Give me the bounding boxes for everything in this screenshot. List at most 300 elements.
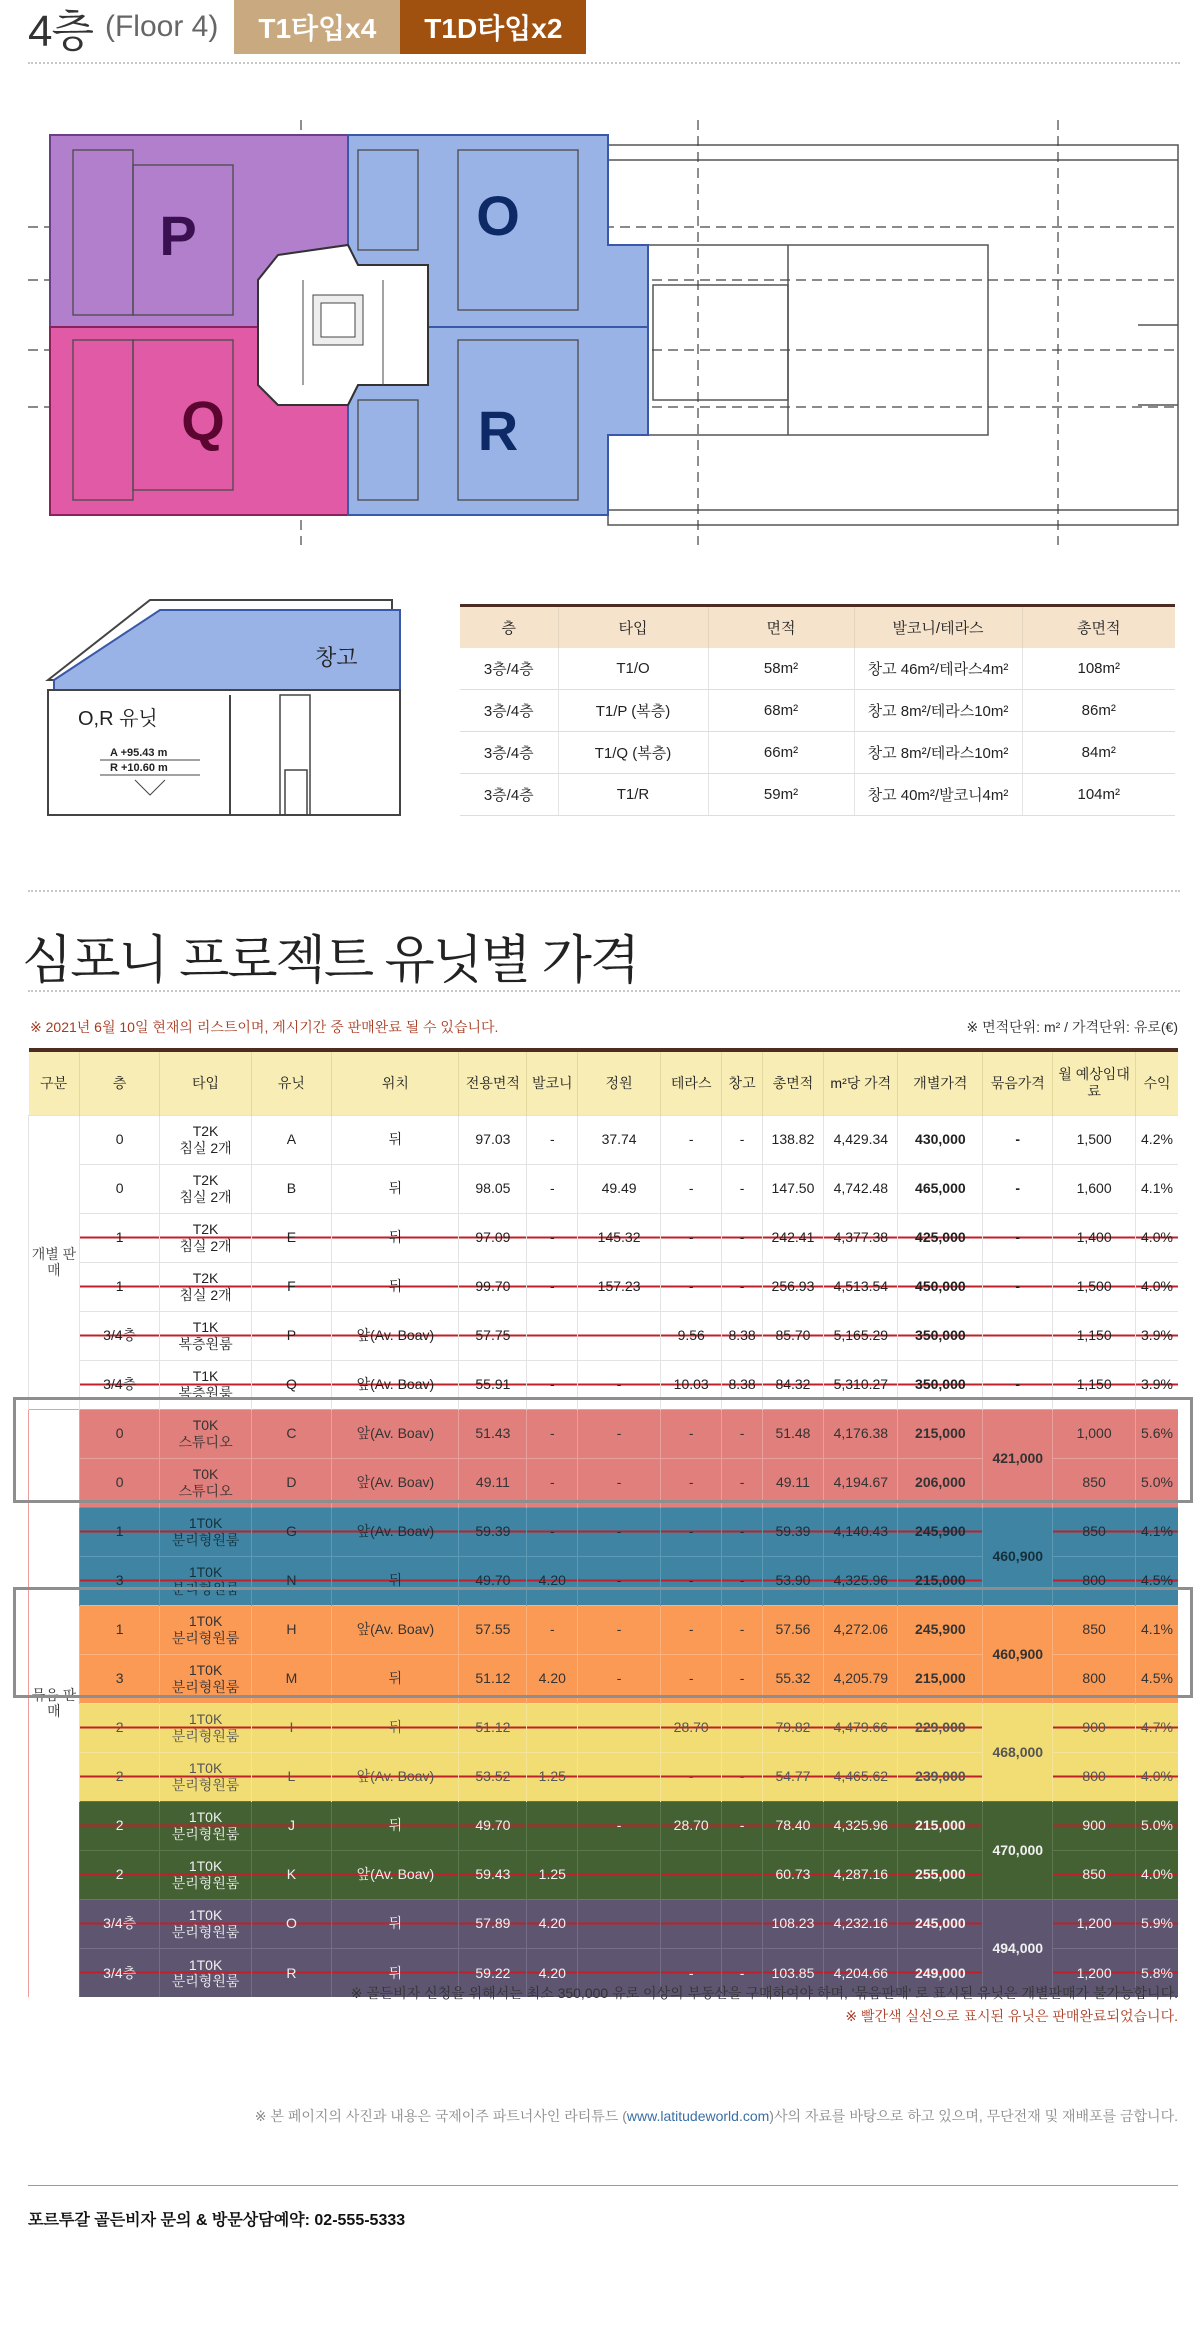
- price-cell: 2: [79, 1752, 160, 1801]
- price-cell: 206,000: [898, 1458, 983, 1507]
- price-cell: 350,000: [898, 1311, 983, 1360]
- price-cell: 4.20: [527, 1899, 578, 1948]
- price-cell: -: [660, 1409, 722, 1458]
- price-cell: 465,000: [898, 1164, 983, 1213]
- price-header-cell: 유닛: [251, 1050, 332, 1115]
- price-cell: 55.91: [459, 1360, 527, 1409]
- header-divider: [28, 62, 1180, 64]
- price-cell: 49.11: [762, 1458, 824, 1507]
- list-date-note: ※ 2021년 6월 10일 현재의 리스트이며, 게시기간 중 판매완료 될 수 있습니다.: [30, 1019, 499, 1035]
- price-cell: [578, 1850, 661, 1899]
- price-cell: 3: [79, 1654, 160, 1703]
- price-cell: 앞(Av. Boav): [332, 1507, 459, 1556]
- price-cell: 430,000: [898, 1115, 983, 1164]
- price-row: [29, 1115, 1179, 1164]
- price-cell: -: [527, 1164, 578, 1213]
- price-cell: 1T0K 분리형원룸: [160, 1850, 251, 1899]
- price-cell: T2K 침실 2개: [160, 1262, 251, 1311]
- price-row: [29, 1213, 1179, 1262]
- mini-header-cell: 총면적: [1022, 606, 1175, 648]
- price-row: [29, 1360, 1179, 1409]
- price-cell: C: [251, 1409, 332, 1458]
- price-cell: 49.11: [459, 1458, 527, 1507]
- price-cell: 1: [79, 1507, 160, 1556]
- price-cell: -: [722, 1262, 762, 1311]
- mini-table-cell: T1/P (복층): [558, 690, 708, 732]
- price-cell: 57.89: [459, 1899, 527, 1948]
- mini-table-cell: 3층/4층: [460, 648, 558, 690]
- price-header-cell: 개별가격: [898, 1050, 983, 1115]
- price-cell: -: [983, 1213, 1053, 1262]
- unit-label-q: Q: [181, 389, 225, 452]
- price-cell: 108.23: [762, 1899, 824, 1948]
- price-cell: 800: [1053, 1752, 1136, 1801]
- price-cell: 4.0%: [1135, 1850, 1178, 1899]
- price-cell: N: [251, 1556, 332, 1605]
- price-cell: -: [722, 1605, 762, 1654]
- price-cell: [527, 1801, 578, 1850]
- price-cell: 3/4층: [79, 1899, 160, 1948]
- price-cell: [527, 1703, 578, 1752]
- price-cell: T0K 스튜디오: [160, 1458, 251, 1507]
- bundle-price-cell: 460,900: [983, 1507, 1053, 1605]
- price-cell: 4,176.38: [824, 1409, 898, 1458]
- price-cell: 5.0%: [1135, 1801, 1178, 1850]
- price-cell: -: [722, 1507, 762, 1556]
- price-cell: -: [722, 1409, 762, 1458]
- price-header-cell: 총면적: [762, 1050, 824, 1115]
- price-cell: 4.2%: [1135, 1115, 1178, 1164]
- mini-table-cell: 창고 8m²/테라스10m²: [854, 732, 1022, 774]
- price-cell: -: [722, 1164, 762, 1213]
- price-cell: [660, 1899, 722, 1948]
- price-cell: 뒤: [332, 1115, 459, 1164]
- price-cell: 78.40: [762, 1801, 824, 1850]
- footer-divider: [28, 2185, 1178, 2186]
- price-cell: [527, 1311, 578, 1360]
- price-cell: 850: [1053, 1605, 1136, 1654]
- price-cell: 85.70: [762, 1311, 824, 1360]
- price-cell: 9.56: [660, 1311, 722, 1360]
- mini-table-row: [460, 774, 1175, 816]
- price-cell: 900: [1053, 1703, 1136, 1752]
- price-row: [29, 1262, 1179, 1311]
- price-cell: G: [251, 1507, 332, 1556]
- price-cell: 2: [79, 1850, 160, 1899]
- price-cell: 51.48: [762, 1409, 824, 1458]
- price-cell: -: [722, 1556, 762, 1605]
- price-cell: -: [722, 1458, 762, 1507]
- price-cell: 59.43: [459, 1850, 527, 1899]
- price-cell: 4.7%: [1135, 1703, 1178, 1752]
- price-cell: -: [527, 1605, 578, 1654]
- price-cell: 5.9%: [1135, 1899, 1178, 1948]
- price-cell: T2K 침실 2개: [160, 1213, 251, 1262]
- price-cell: D: [251, 1458, 332, 1507]
- mini-table-cell: 창고 8m²/테라스10m²: [854, 690, 1022, 732]
- price-cell: -: [578, 1556, 661, 1605]
- contact-info: 포르투갈 골든비자 문의 & 방문상담예약: 02-555-5333: [28, 2212, 406, 2229]
- price-cell: [722, 1703, 762, 1752]
- price-cell: 57.75: [459, 1311, 527, 1360]
- price-cell: [578, 1752, 661, 1801]
- price-cell: 3.9%: [1135, 1311, 1178, 1360]
- price-cell: 10.03: [660, 1360, 722, 1409]
- unit-label-o: O: [476, 184, 520, 247]
- golden-visa-note: ※ 골든비자 신청을 위해서는 최소 350,000 유로 이상의 부동산을 구매하여야 하며, '묶음판매' 로 표시된 유닛은 개별판매가 불가능합니다.: [350, 1985, 1178, 2001]
- price-header-cell: 테라스: [660, 1050, 722, 1115]
- mini-table-cell: 68m²: [708, 690, 854, 732]
- unit-label-r: R: [477, 399, 519, 462]
- price-cell: 4,272.06: [824, 1605, 898, 1654]
- mini-table-cell: 84m²: [1022, 732, 1175, 774]
- price-cell: -: [722, 1752, 762, 1801]
- price-cell: 1T0K 분리형원룸: [160, 1703, 251, 1752]
- title-divider: [28, 990, 1180, 992]
- price-cell: -: [660, 1752, 722, 1801]
- price-cell: 79.82: [762, 1703, 824, 1752]
- price-cell: 뒤: [332, 1213, 459, 1262]
- bundle-price-cell: 470,000: [983, 1801, 1053, 1899]
- price-cell: 28.70: [660, 1703, 722, 1752]
- price-cell: 1: [79, 1262, 160, 1311]
- price-cell: 4.5%: [1135, 1556, 1178, 1605]
- price-cell: 249,000: [898, 1948, 983, 1997]
- price-cell: 1,600: [1053, 1164, 1136, 1213]
- price-cell: 4,325.96: [824, 1556, 898, 1605]
- price-cell: 4.1%: [1135, 1605, 1178, 1654]
- bundle-price-cell: 421,000: [983, 1409, 1053, 1507]
- price-cell: -: [527, 1213, 578, 1262]
- copyright-suffix: )사의 자료를 바탕으로 하고 있으며, 무단전재 및 재배포를 금합니다.: [769, 2108, 1178, 2124]
- price-row: [29, 1507, 1179, 1556]
- price-cell: 앞(Av. Boav): [332, 1311, 459, 1360]
- price-header-cell: 월 예상임대료: [1053, 1050, 1136, 1115]
- latitude-link[interactable]: www.latitudeworld.com: [626, 2108, 770, 2124]
- price-header-cell: 창고: [722, 1050, 762, 1115]
- price-cell: 55.32: [762, 1654, 824, 1703]
- price-table-wrapper: [28, 1048, 1178, 1997]
- mini-table-cell: 창고 40m²/발코니4m²: [854, 774, 1022, 816]
- price-cell: 256.93: [762, 1262, 824, 1311]
- section-drawing: [40, 570, 420, 820]
- price-cell: -: [527, 1360, 578, 1409]
- mini-table-row: [460, 648, 1175, 690]
- mini-table-cell: 104m²: [1022, 774, 1175, 816]
- price-cell: -: [527, 1507, 578, 1556]
- price-cell: 1T0K 분리형원룸: [160, 1801, 251, 1850]
- price-cell: 5.0%: [1135, 1458, 1178, 1507]
- price-cell: 2: [79, 1801, 160, 1850]
- price-cell: 51.12: [459, 1654, 527, 1703]
- price-cell: [983, 1311, 1053, 1360]
- floor-number: 4층: [28, 7, 93, 56]
- type-tag-t1: T1타입x4: [234, 0, 400, 54]
- price-cell: A: [251, 1115, 332, 1164]
- price-cell: 28.70: [660, 1801, 722, 1850]
- mini-table-cell: 66m²: [708, 732, 854, 774]
- type-tag-t1d: T1D타입x2: [400, 0, 586, 54]
- page-title: 심포니 프로젝트 유닛별 가격: [22, 932, 639, 990]
- price-cell: F: [251, 1262, 332, 1311]
- price-cell: 850: [1053, 1850, 1136, 1899]
- mini-table-header: [460, 606, 1175, 648]
- price-cell: 1,150: [1053, 1311, 1136, 1360]
- price-cell: [578, 1899, 661, 1948]
- price-table-header: [29, 1050, 1179, 1115]
- price-cell: -: [578, 1360, 661, 1409]
- price-cell: M: [251, 1654, 332, 1703]
- price-cell: 425,000: [898, 1213, 983, 1262]
- price-cell: 57.55: [459, 1605, 527, 1654]
- price-cell: -: [660, 1458, 722, 1507]
- copyright-prefix: ※ 본 페이지의 사진과 내용은 국제이주 파트너사인 라티튜드 (: [254, 2108, 627, 2124]
- price-cell: 350,000: [898, 1360, 983, 1409]
- price-row: [29, 1164, 1179, 1213]
- price-cell: 4,429.34: [824, 1115, 898, 1164]
- price-cell: J: [251, 1801, 332, 1850]
- price-header-cell: 정원: [578, 1050, 661, 1115]
- price-cell: 4.1%: [1135, 1164, 1178, 1213]
- price-cell: 49.70: [459, 1801, 527, 1850]
- level-r: R +10.60 m: [110, 762, 168, 774]
- price-row: [29, 1605, 1179, 1654]
- price-cell: 157.23: [578, 1262, 661, 1311]
- price-row: [29, 1311, 1179, 1360]
- price-cell: 850: [1053, 1507, 1136, 1556]
- price-cell: 4,205.79: [824, 1654, 898, 1703]
- price-cell: 3/4층: [79, 1948, 160, 1997]
- price-cell: 0: [79, 1458, 160, 1507]
- price-cell: 53.52: [459, 1752, 527, 1801]
- mini-table-cell: 58m²: [708, 648, 854, 690]
- price-cell: O: [251, 1899, 332, 1948]
- price-header-cell: m²당 가격: [824, 1050, 898, 1115]
- price-cell: 1: [79, 1213, 160, 1262]
- price-cell: 59.39: [459, 1507, 527, 1556]
- price-cell: I: [251, 1703, 332, 1752]
- price-cell: 앞(Av. Boav): [332, 1458, 459, 1507]
- floor-plan: [28, 105, 1180, 555]
- price-cell: [578, 1311, 661, 1360]
- unit-label-p: P: [159, 204, 197, 267]
- price-cell: 255,000: [898, 1850, 983, 1899]
- copyright-note: [255, 2106, 1178, 2126]
- mini-table-cell: 3층/4층: [460, 732, 558, 774]
- price-cell: 0: [79, 1164, 160, 1213]
- price-cell: -: [660, 1164, 722, 1213]
- price-cell: -: [660, 1556, 722, 1605]
- price-cell: -: [660, 1115, 722, 1164]
- price-cell: [722, 1899, 762, 1948]
- price-cell: -: [527, 1115, 578, 1164]
- price-cell: 49.70: [459, 1556, 527, 1605]
- mini-table-cell: T1/Q (복층): [558, 732, 708, 774]
- price-cell: 뒤: [332, 1899, 459, 1948]
- price-cell: 59.39: [762, 1507, 824, 1556]
- unit-area-table: [460, 604, 1175, 816]
- price-cell: 51.43: [459, 1409, 527, 1458]
- price-cell: 앞(Av. Boav): [332, 1605, 459, 1654]
- price-cell: 앞(Av. Boav): [332, 1752, 459, 1801]
- price-cell: 4,513.54: [824, 1262, 898, 1311]
- price-cell: -: [660, 1507, 722, 1556]
- price-cell: -: [660, 1213, 722, 1262]
- price-cell: 1T0K 분리형원룸: [160, 1899, 251, 1948]
- price-cell: Q: [251, 1360, 332, 1409]
- price-cell: 53.90: [762, 1556, 824, 1605]
- price-cell: 245,000: [898, 1899, 983, 1948]
- price-cell: 앞(Av. Boav): [332, 1360, 459, 1409]
- price-cell: 4,742.48: [824, 1164, 898, 1213]
- price-cell: 1.25: [527, 1752, 578, 1801]
- price-cell: -: [660, 1262, 722, 1311]
- price-cell: 4.20: [527, 1948, 578, 1997]
- price-cell: H: [251, 1605, 332, 1654]
- price-cell: 147.50: [762, 1164, 824, 1213]
- price-header-cell: 수익: [1135, 1050, 1178, 1115]
- price-cell: 239,000: [898, 1752, 983, 1801]
- mini-table-row: [460, 732, 1175, 774]
- bundle-price-cell: 494,000: [983, 1899, 1053, 1997]
- unit-note: ※ 면적단위: m² / 가격단위: 유로(€): [966, 1019, 1178, 1035]
- price-cell: -: [578, 1654, 661, 1703]
- price-header-cell: 전용면적: [459, 1050, 527, 1115]
- price-cell: 59.22: [459, 1948, 527, 1997]
- price-cell: 4.0%: [1135, 1213, 1178, 1262]
- mini-header-cell: 발코니/테라스: [854, 606, 1022, 648]
- price-cell: 2: [79, 1703, 160, 1752]
- price-cell: -: [722, 1948, 762, 1997]
- price-cell: 51.12: [459, 1703, 527, 1752]
- price-cell: -: [578, 1458, 661, 1507]
- price-cell: 5.8%: [1135, 1948, 1178, 1997]
- price-cell: [660, 1850, 722, 1899]
- price-cell: 1T0K 분리형원룸: [160, 1948, 251, 1997]
- price-cell: -: [983, 1262, 1053, 1311]
- price-cell: -: [527, 1409, 578, 1458]
- price-cell: T1K 복층원룸: [160, 1360, 251, 1409]
- price-cell: 97.09: [459, 1213, 527, 1262]
- price-cell: 뒤: [332, 1262, 459, 1311]
- section-divider: [28, 890, 1180, 892]
- price-cell: 4.20: [527, 1556, 578, 1605]
- mini-table-cell: 창고 46m²/테라스4m²: [854, 648, 1022, 690]
- price-cell: -: [722, 1654, 762, 1703]
- bundle-price-cell: 460,900: [983, 1605, 1053, 1703]
- price-cell: 145.32: [578, 1213, 661, 1262]
- price-cell: 900: [1053, 1801, 1136, 1850]
- price-header-cell: 묶음가격: [983, 1050, 1053, 1115]
- price-cell: -: [527, 1262, 578, 1311]
- price-cell: 뒤: [332, 1556, 459, 1605]
- price-cell: K: [251, 1850, 332, 1899]
- price-cell: [722, 1850, 762, 1899]
- price-cell: 215,000: [898, 1654, 983, 1703]
- price-cell: T1K 복층원룸: [160, 1311, 251, 1360]
- price-cell: -: [578, 1409, 661, 1458]
- price-cell: 3.9%: [1135, 1360, 1178, 1409]
- price-cell: 앞(Av. Boav): [332, 1850, 459, 1899]
- price-cell: R: [251, 1948, 332, 1997]
- price-cell: L: [251, 1752, 332, 1801]
- price-cell: 215,000: [898, 1801, 983, 1850]
- price-cell: 3/4층: [79, 1311, 160, 1360]
- price-cell: -: [722, 1801, 762, 1850]
- price-cell: T2K 침실 2개: [160, 1164, 251, 1213]
- price-cell: 1,200: [1053, 1948, 1136, 1997]
- price-cell: -: [578, 1605, 661, 1654]
- price-cell: -: [983, 1164, 1053, 1213]
- price-cell: 3/4층: [79, 1360, 160, 1409]
- mini-table-row: [460, 690, 1175, 732]
- price-cell: 1,150: [1053, 1360, 1136, 1409]
- price-cell: 57.56: [762, 1605, 824, 1654]
- price-cell: 4,194.67: [824, 1458, 898, 1507]
- price-row: [29, 1409, 1179, 1458]
- price-cell: 5,310.27: [824, 1360, 898, 1409]
- price-cell: 245,900: [898, 1507, 983, 1556]
- price-cell: 98.05: [459, 1164, 527, 1213]
- price-cell: 1,200: [1053, 1899, 1136, 1948]
- price-cell: 49.49: [578, 1164, 661, 1213]
- price-cell: [578, 1703, 661, 1752]
- price-cell: 215,000: [898, 1409, 983, 1458]
- price-cell: 4,325.96: [824, 1801, 898, 1850]
- price-cell: 뒤: [332, 1801, 459, 1850]
- price-cell: T2K 침실 2개: [160, 1115, 251, 1164]
- price-cell: -: [660, 1654, 722, 1703]
- price-cell: 3: [79, 1556, 160, 1605]
- price-cell: 60.73: [762, 1850, 824, 1899]
- price-cell: 4,287.16: [824, 1850, 898, 1899]
- price-cell: 138.82: [762, 1115, 824, 1164]
- floor-header: [28, 0, 586, 54]
- price-cell: 뒤: [332, 1948, 459, 1997]
- price-cell: P: [251, 1311, 332, 1360]
- price-cell: 4,465.62: [824, 1752, 898, 1801]
- price-row: [29, 1899, 1179, 1948]
- price-cell: 4.20: [527, 1654, 578, 1703]
- price-cell: -: [578, 1507, 661, 1556]
- price-cell: 뒤: [332, 1164, 459, 1213]
- price-cell: 800: [1053, 1556, 1136, 1605]
- price-header-cell: 위치: [332, 1050, 459, 1115]
- price-cell: -: [578, 1801, 661, 1850]
- price-cell: 450,000: [898, 1262, 983, 1311]
- mini-table-cell: 3층/4층: [460, 774, 558, 816]
- price-cell: 4,479.66: [824, 1703, 898, 1752]
- price-row: [29, 1801, 1179, 1850]
- price-cell: 뒤: [332, 1703, 459, 1752]
- price-cell: 4,140.43: [824, 1507, 898, 1556]
- price-cell: T0K 스튜디오: [160, 1409, 251, 1458]
- group-individual-label: 개별 판매: [29, 1115, 80, 1409]
- sold-note: ※ 빨간색 실선으로 표시된 유닛은 판매완료되었습니다.: [845, 2008, 1178, 2024]
- level-a: A +95.43 m: [110, 747, 168, 759]
- price-header-cell: 발코니: [527, 1050, 578, 1115]
- price-header-cell: 층: [79, 1050, 160, 1115]
- price-cell: 215,000: [898, 1556, 983, 1605]
- price-cell: 4.0%: [1135, 1262, 1178, 1311]
- price-cell: 1T0K 분리형원룸: [160, 1507, 251, 1556]
- price-cell: 0: [79, 1115, 160, 1164]
- price-cell: 97.03: [459, 1115, 527, 1164]
- mini-table-cell: 59m²: [708, 774, 854, 816]
- price-cell: 1T0K 분리형원룸: [160, 1654, 251, 1703]
- price-cell: 1,500: [1053, 1262, 1136, 1311]
- mini-table-cell: 108m²: [1022, 648, 1175, 690]
